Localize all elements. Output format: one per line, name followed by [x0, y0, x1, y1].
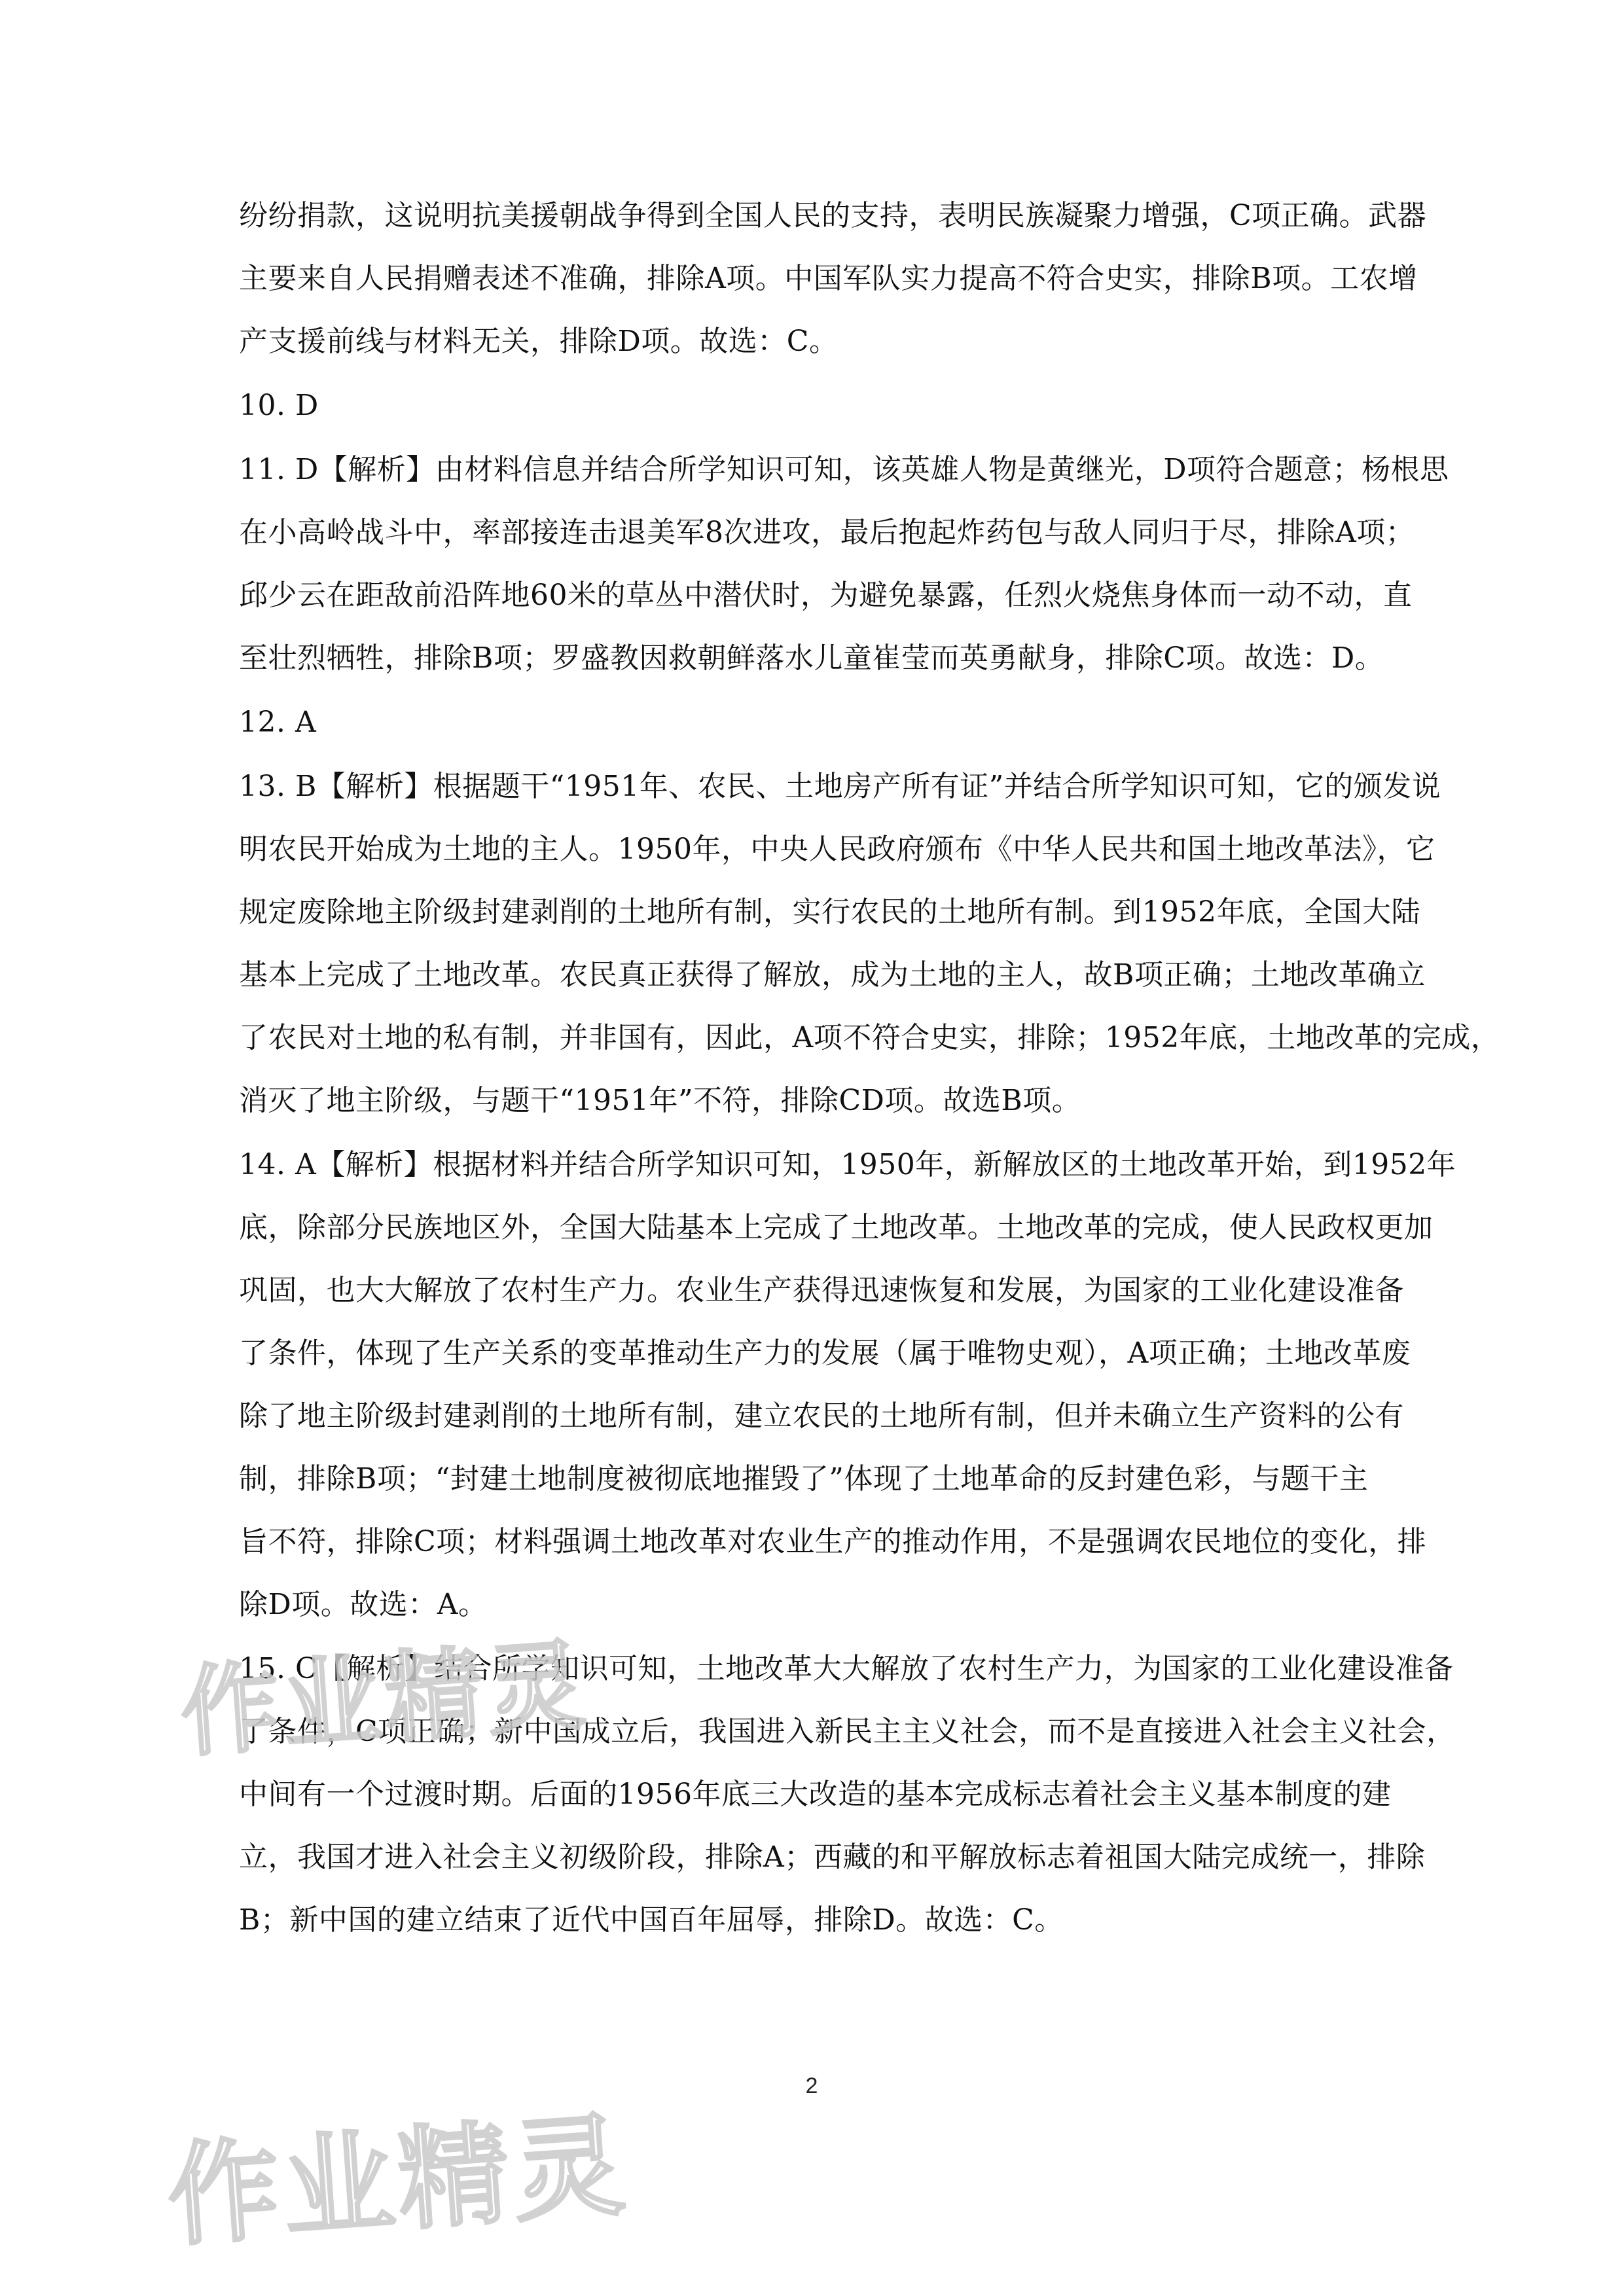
answer-11-line: 11. D【解析】由材料信息并结合所学知识可知，该英雄人物是黄继光，D项符合题意；杨根思 [239, 453, 1449, 486]
text-line: 除D项。故选：A。 [239, 1588, 488, 1621]
watermark: 作业精灵 [164, 2100, 633, 2263]
text-line: 了条件，C项正确；新中国成立后，我国进入新民主主义社会，而不是直接进入社会主义社会， [239, 1715, 1456, 1748]
answer-14-line: 14. A【解析】根据材料并结合所学知识可知，1950年，新解放区的土地改革开始，到1952年 [239, 1148, 1456, 1181]
page-number: 2 [805, 2073, 818, 2098]
text-line: 规定废除地主阶级封建剥削的土地所有制，实行农民的土地所有制。到1952年底，全国大陆 [239, 895, 1420, 929]
text-line: 除了地主阶级封建剥削的土地所有制，建立农民的土地所有制，但并未确立生产资料的公有 [239, 1399, 1404, 1433]
text-line: 了条件，体现了生产关系的变革推动生产力的发展（属于唯物史观），A项正确；土地改革废 [239, 1336, 1411, 1370]
text-line: 消灭了地主阶级，与题干“1951年”不符，排除CD项。故选B项。 [239, 1084, 1081, 1117]
answer-15-line: 15. C【解析】结合所学知识可知，土地改革大大解放了农村生产力，为国家的工业化建设准备 [239, 1652, 1454, 1685]
text-line: 巩固，也大大解放了农村生产力。农业生产获得迅速恢复和发展，为国家的工业化建设准备 [239, 1274, 1404, 1307]
text-line: 立，我国才进入社会主义初级阶段，排除A；西藏的和平解放标志着祖国大陆完成统一，排除 [239, 1840, 1426, 1874]
text-line: 至壮烈牺牲，排除B项；罗盛教因救朝鲜落水儿童崔莹而英勇献身，排除C项。故选：D。 [239, 641, 1384, 675]
text-line: 中间有一个过渡时期。后面的1956年底三大改造的基本完成标志着社会主义基本制度的建 [239, 1778, 1392, 1811]
text-line: 产支援前线与材料无关，排除D项。故选：C。 [239, 325, 839, 358]
answer-13-line: 13. B【解析】根据题干“1951年、农民、土地房产所有证”并结合所学知识可知，它的颁发说 [239, 770, 1441, 803]
answer-12: 12. A [239, 706, 317, 739]
text-line: 纷纷捐款，这说明抗美援朝战争得到全国人民的支持，表明民族凝聚力增强，C项正确。武器 [239, 199, 1427, 232]
answer-10: 10. D [239, 389, 319, 422]
text-line: 在小高岭战斗中，率部接连击退美军8次进攻，最后抱起炸药包与敌人同归于尽，排除A项； [239, 516, 1415, 549]
text-line: 邱少云在距敌前沿阵地60米的草丛中潜伏时，为避免暴露，任烈火烧焦身体而一动不动，直 [239, 579, 1413, 612]
text-line: 了农民对土地的私有制，并非国有，因此，A项不符合史实，排除；1952年底，土地改革的完成， [239, 1021, 1500, 1054]
text-line: 主要来自人民捐赠表述不准确，排除A项。中国军队实力提高不符合史实，排除B项。工农增 [239, 262, 1418, 295]
text-line: 明农民开始成为土地的主人。1950年，中央人民政府颁布《中华人民共和国土地改革法》，它 [239, 833, 1435, 866]
text-line: 底，除部分民族地区外，全国大陆基本上完成了土地改革。土地改革的完成，使人民政权更加 [239, 1211, 1434, 1244]
text-line: B；新中国的建立结束了近代中国百年屈辱，排除D。故选：C。 [239, 1903, 1064, 1937]
text-line: 旨不符，排除C项；材料强调土地改革对农业生产的推动作用，不是强调农民地位的变化，排 [239, 1525, 1427, 1558]
watermark: 作业精灵 [177, 1628, 593, 1771]
text-line: 基本上完成了土地改革。农民真正获得了解放，成为土地的主人，故B项正确；土地改革确立 [239, 958, 1426, 992]
text-line: 制，排除B项；“封建土地制度被彻底地摧毁了”体现了土地革命的反封建色彩，与题干主 [239, 1462, 1369, 1496]
